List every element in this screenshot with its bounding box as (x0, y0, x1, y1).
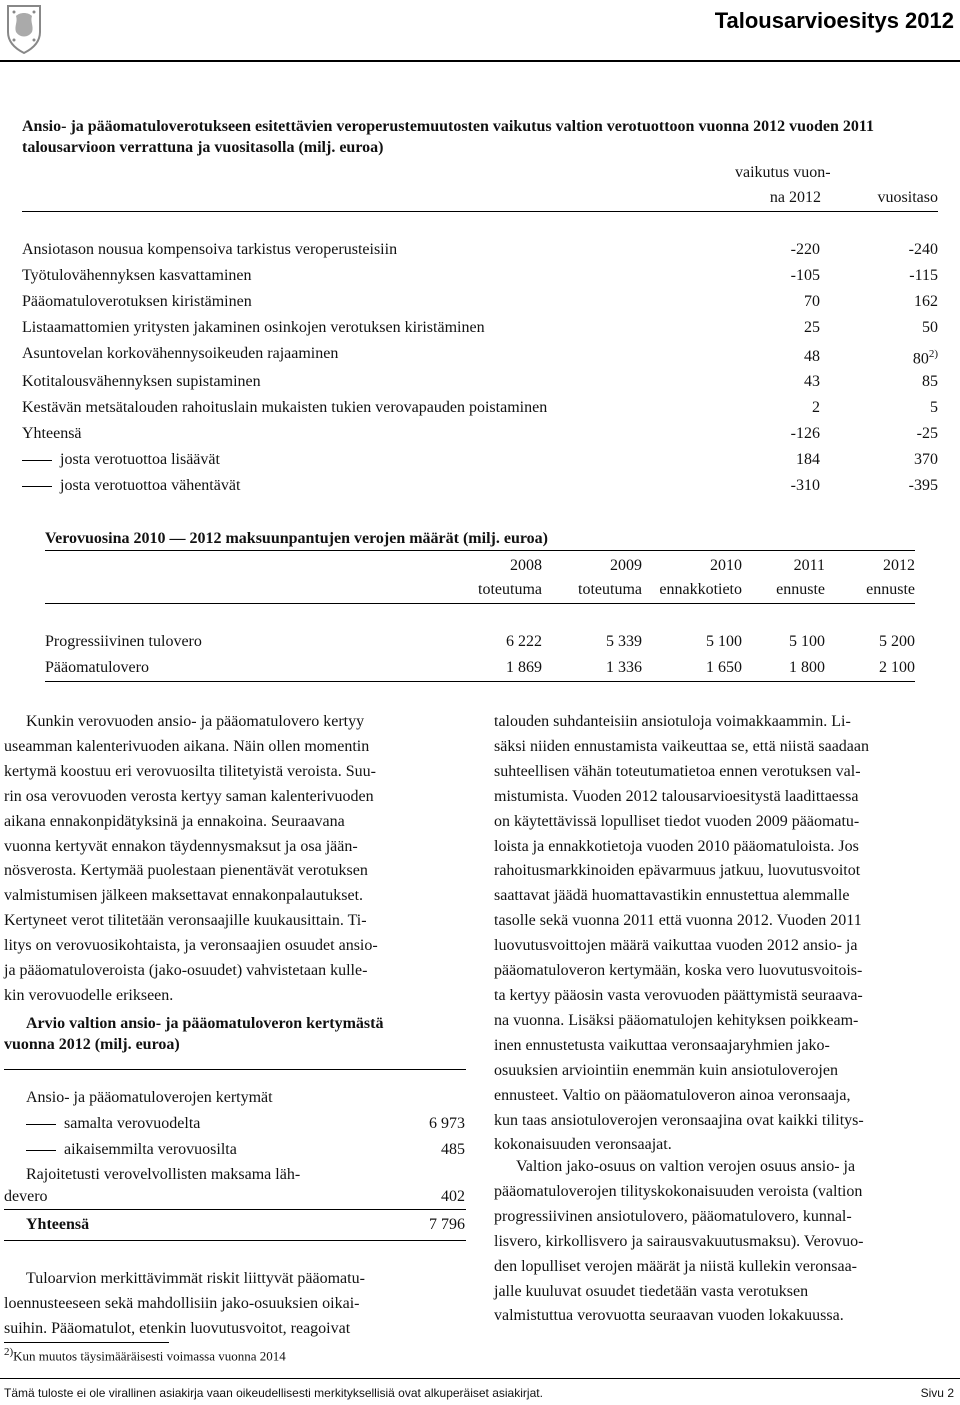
table3-value: 485 (441, 1141, 465, 1158)
table3-total-label: Yhteensä (26, 1216, 90, 1233)
table3-bottom-rule (4, 1240, 466, 1241)
table-row: josta verotuottoa lisäävät 184 370 (22, 451, 938, 471)
table3-top-rule (4, 1069, 466, 1070)
header-rule (0, 60, 960, 62)
table-row: josta verotuottoa vähentävät -310 -395 (22, 477, 938, 497)
indent-dash (26, 1150, 56, 1151)
left-paragraph-2: Tuloarvion merkittävimmät riskit liittyvät pääomatu- loennusteeseen sekä mahdollisiin jako-osuuksien oikai- suihin. Pääomatulot, etenkin luovutusvoitot, reagoivat (4, 1270, 365, 1337)
table-row: Listaamattomien yritysten jakaminen osinkojen verotuksen kiristäminen 25 50 (22, 319, 938, 336)
table-row: Kotitalousvähennyksen supistaminen 43 85 (22, 373, 938, 390)
table2-col-year: 2011 (793, 557, 825, 574)
table3-total-value: 7 796 (429, 1216, 465, 1233)
table2-col-kind: toteutuma (478, 581, 542, 598)
table1-col1-header-line2: na 2012 (769, 189, 821, 206)
table3-title-line1: Arvio valtion ansio- ja pääomatuloveron kertymästä (26, 1015, 384, 1032)
table-row: Ansiotason nousua kompensoiva tarkistus veroperusteisiin -220 -240 (22, 241, 938, 258)
table2-col-year: 2008 (510, 557, 542, 574)
table3-title-line2: vuonna 2012 (milj. euroa) (4, 1036, 180, 1053)
table2-col-kind: toteutuma (578, 581, 642, 598)
table2-col-kind: ennuste (866, 581, 915, 598)
coat-of-arms-logo (4, 2, 44, 54)
indent-dash (22, 460, 52, 461)
table1-title: Ansio- ja pääomatuloverotukseen esitettävien veroperustemuutosten vaikutus valtion verotuottoon vuonna 2012 vuoden 2011 talousarvioon verrattuna ja vuositasolla (milj. euroa) (22, 118, 875, 156)
footnote-marker: 2) (928, 348, 938, 360)
document-title: Talousarvioesitys 2012 (714, 8, 954, 33)
footnote-rule (4, 1342, 169, 1343)
table-row: Progressiivinen tulovero 6 222 5 339 5 100 5 100 5 200 (45, 633, 915, 650)
table3-header: Ansio- ja pääomatuloverojen kertymät (26, 1089, 273, 1106)
table2-bottom-rule (45, 681, 915, 682)
table2-col-kind: ennuste (776, 581, 825, 598)
table-row: Pääomatulovero 1 869 1 336 1 650 1 800 2 100 (45, 659, 915, 676)
table2-col-year: 2010 (710, 557, 742, 574)
table2-top-rule (45, 550, 915, 551)
table3-value: 402 (441, 1188, 465, 1205)
footer-disclaimer: Tämä tuloste ei ole virallinen asiakirja vaan oikeudellisesti merkityksellisiä ovat alkuperäiset asiakirjat. (4, 1386, 543, 1400)
left-paragraph-1: Kunkin verovuoden ansio- ja pääomatulovero kertyy useamman kalenterivuoden aikana. Näin ollen momentin kertymä koostuu eri verovuosilta tilitetyistä veroista. Suu- rin osa verovuoden verosta kertyy saman kalenterivuoden aikana ennakonpidätyksinä ja ennakoina. Seuraavana vuonna kertyvät ennakon täydennysmaksut ja osa jään- nösverosta. Kertymää puolestaan pienentävät verotuksen valmistumisen jälkeen maksettavat ennakonpalautukset. Kertyneet verot tilitetään veronsaajille kuukausittain. Ti- litys on verovuosikohtaista, ja veronsaajien osuudet ansio- ja pääomatuloveroista (jako-osuudet) vahvistetaan kulle- kin verovuodelle erikseen. (4, 713, 378, 1004)
table-row: samalta verovuodelta (26, 1115, 200, 1133)
table3-total-rule (4, 1209, 466, 1210)
footnote: $^{2)}$Kun muutos täysimääräisesti voimassa vuonna 2014 (4, 1346, 286, 1364)
table3-row3-label-line1: Rajoitetusti verovelvollisten maksama läh- (26, 1166, 301, 1183)
right-paragraph-1: talouden suhdanteisiin ansiotuloja voimakkaammin. Li- säksi niiden ennustamista vaikeuttaa se, että niistä saadaan suhteellisen vähän toteutumatietoa ennen verotuksen val- mistumista. Vuoden 2012 talousarvioesitystä laadittaessa on käytettävissä lopulliset tiedot vuoden 2009 pääomatu- loista ja ennakkotietoja vuoden 2010 pääomatuloista. Jos rahoitusmarkkinoiden epävarmuus jatkuu, luovutusvoitot saattavat jäädä huomattavastikin ennustettua alemmalle tasolle sekä vuonna 2011 että vuonna 2012. Vuoden 2011 luovutusvoittojen määrä vaikuttaa vuoden 2012 ansio- ja pääomatuloveron kertymään, koska vero luovutusvoitois- ta kertyy pääosin vasta verovuoden päättymistä seuraava- na vuonna. Lisäksi pääomatulojen kehityksen poikkeam- inen ennustetusta vaikuttaa veronsaajaryhmien jako- osuuksien arviointiin enemmän kuin ansiotuloverojen ennusteet. Valtio on pääomatuloveron ainoa veronsaaja, kun taas ansiotuloverojen veronsaajina ovat kaikki tilitys- kokonaisuuden veronsaajat. (494, 713, 869, 1154)
table1-col2-header: vuositaso (877, 189, 938, 206)
table-row: Työtulovähennyksen kasvattaminen -105 -115 (22, 267, 938, 284)
table2-header-rule (45, 603, 915, 604)
table3-row3-label-line2: devero (4, 1188, 48, 1205)
table2-col-kind: ennakkotieto (659, 581, 742, 598)
table-row: Pääomatuloverotuksen kiristäminen 70 162 (22, 293, 938, 310)
table1-header-rule (22, 211, 938, 212)
table2-title: Verovuosina 2010 — 2012 maksuunpantujen verojen määrät (milj. euroa) (45, 530, 548, 547)
table-row: aikaisemmilta verovuosilta (26, 1141, 237, 1159)
table3-value: 6 973 (429, 1115, 465, 1132)
indent-dash (26, 1124, 56, 1125)
page-number: Sivu 2 (920, 1386, 954, 1400)
indent-dash (22, 486, 52, 487)
table-row: Yhteensä -126 -25 (22, 425, 938, 442)
table-row: Asuntovelan korkovähennysoikeuden rajaaminen 48 80$^{2)}$ (22, 345, 938, 368)
table2-col-year: 2012 (883, 557, 915, 574)
footer-rule (0, 1378, 960, 1379)
right-paragraph-2: Valtion jako-osuus on valtion verojen osuus ansio- ja pääomatuloverojen tilityskokonaisuuden veroista (valtion progressiivinen ansiotulovero, pääomatulovero, kunnal- lisvero, kirkollisvero ja sairausvakuutusmaksu). Verovuo- den lopulliset verojen määrät ja niistä kullekin veronsaa- jalle kuuluvat osuudet tiedetään vasta verotuksen valmistuttua verovuotta seuraavan vuoden lokakuussa. (494, 1158, 864, 1325)
table-row: Kestävän metsätalouden rahoituslain mukaisten tukien verovapauden poistaminen 2 5 (22, 399, 938, 416)
table2-col-year: 2009 (610, 557, 642, 574)
table1-col1-header-line1: vaikutus vuon- (735, 164, 831, 181)
